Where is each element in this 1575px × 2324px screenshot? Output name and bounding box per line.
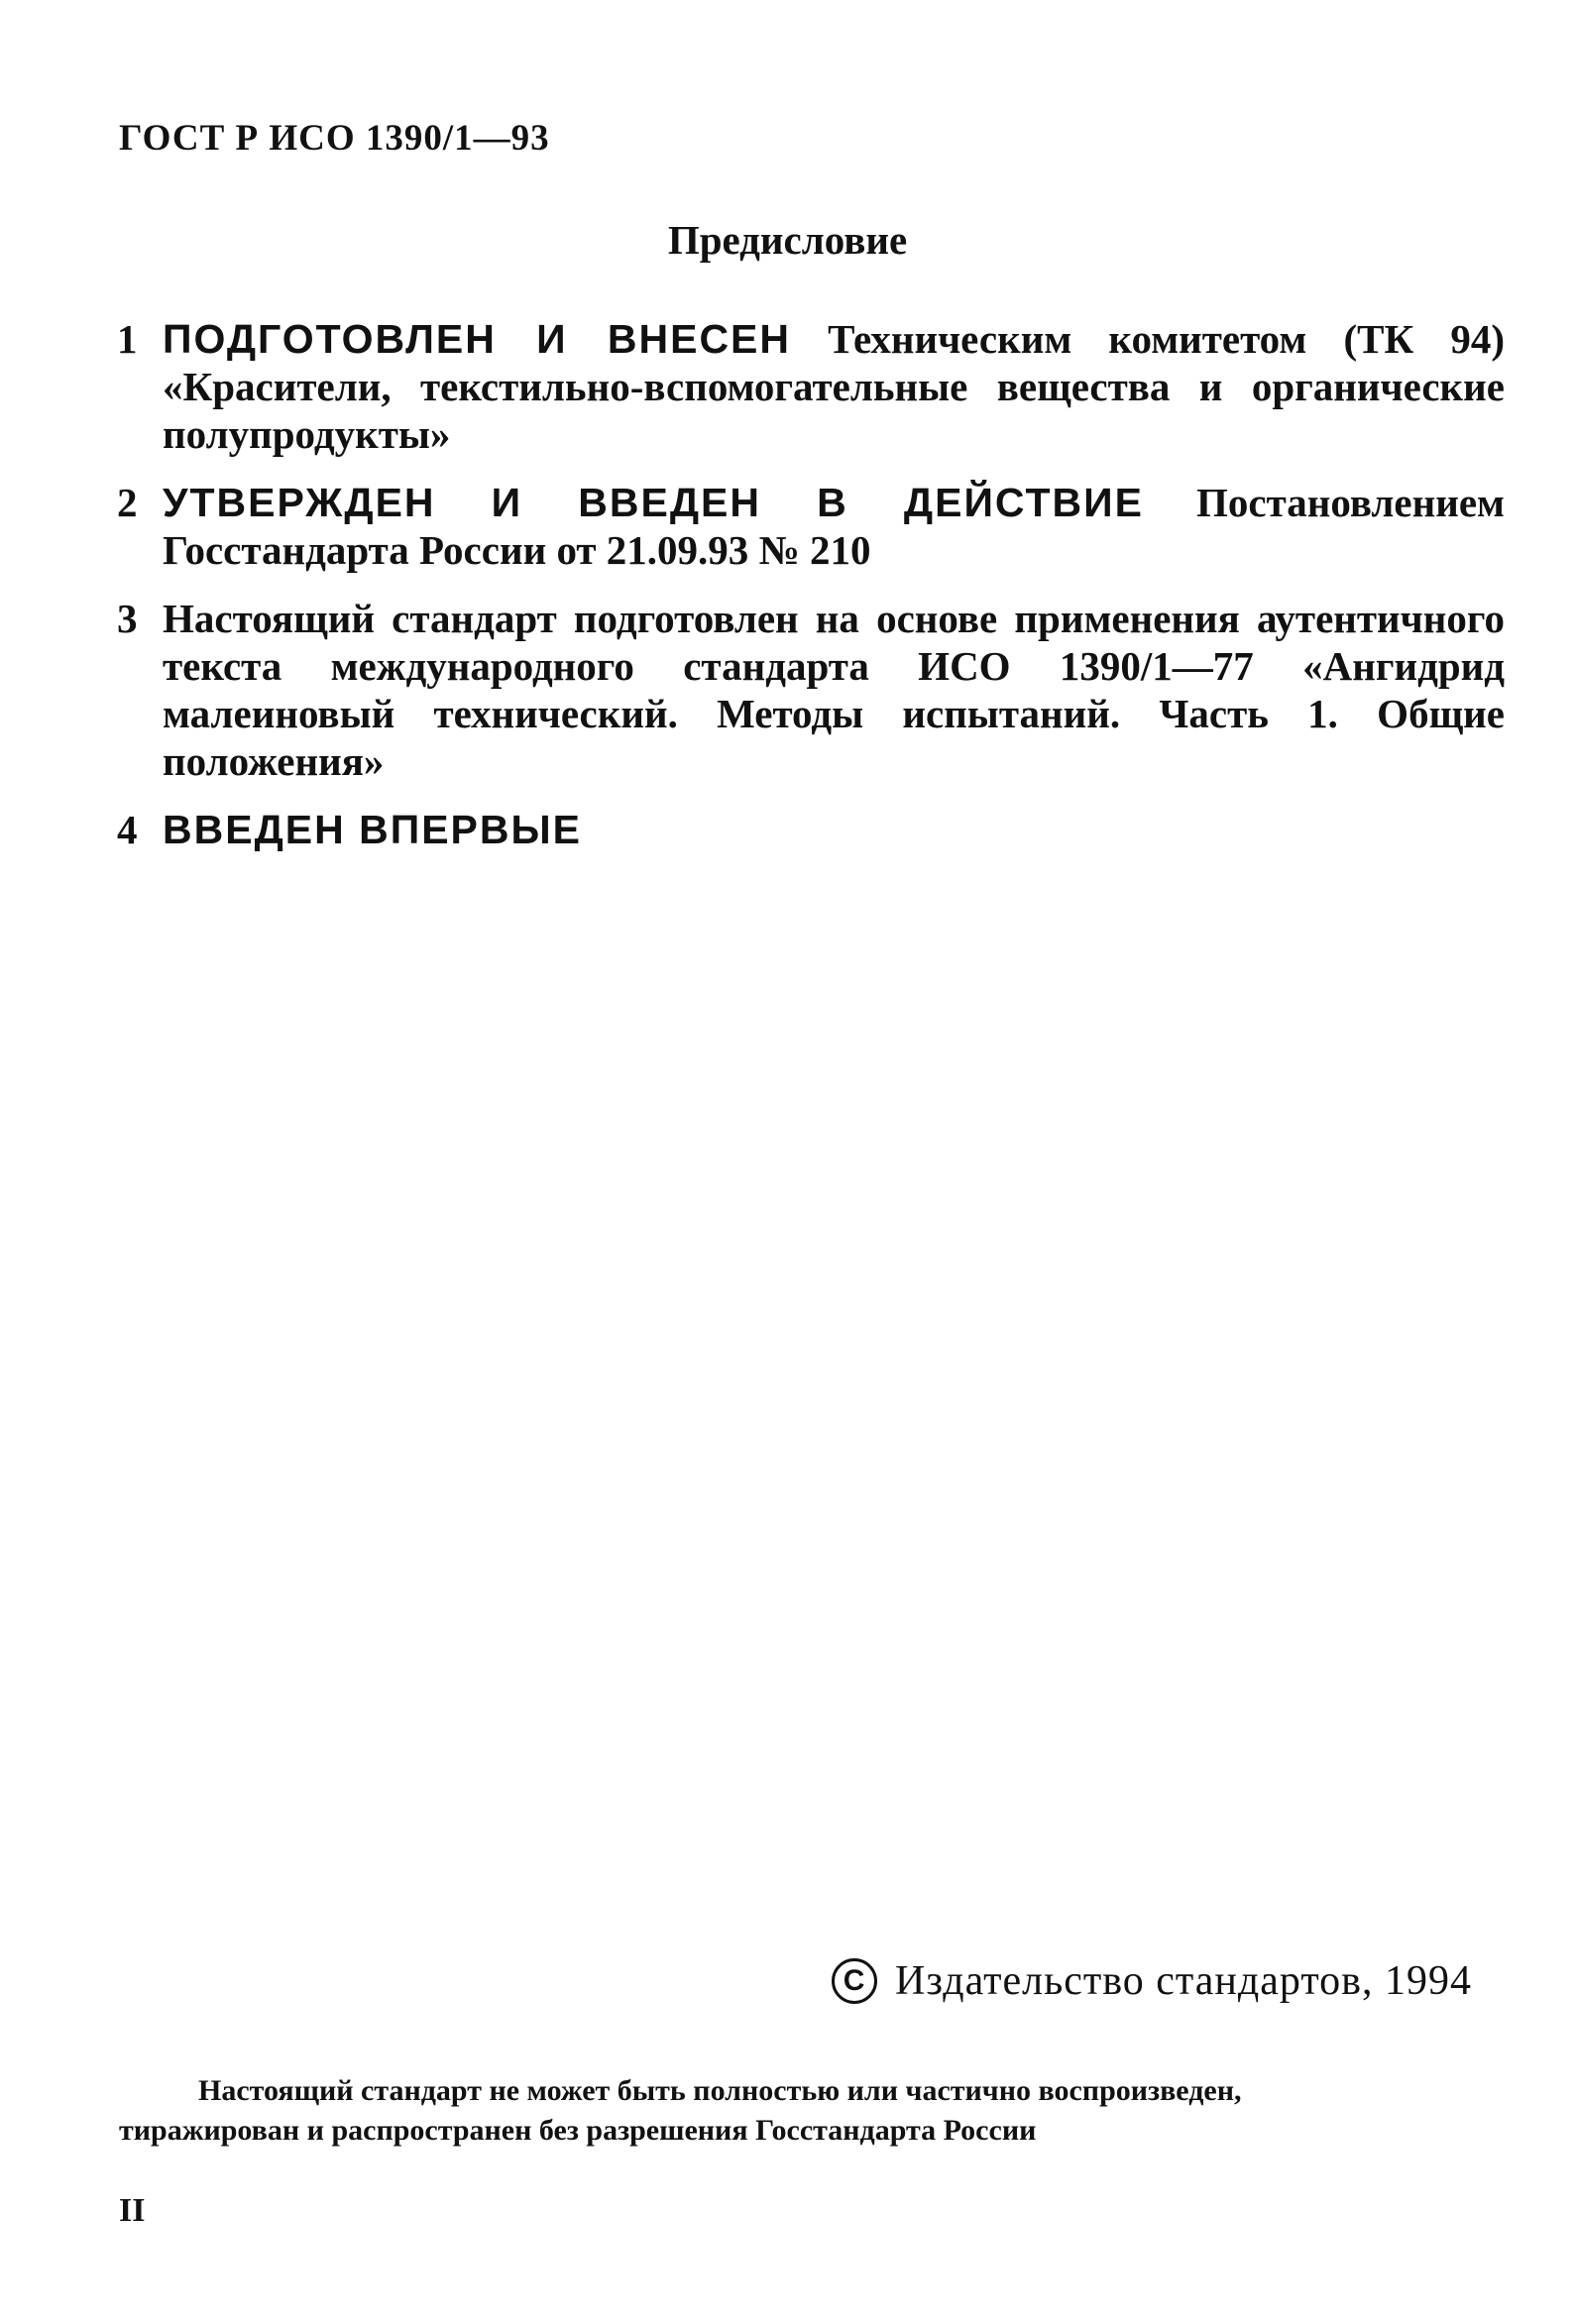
copyright-icon: C (832, 1958, 877, 2004)
item-body: Техническим комитетом (ТК 94) «Красители, текстильно-вспомогательные вещества и органические полупродукты» (163, 316, 1505, 457)
item-lead: УТВЕРЖДЕН И ВВЕДЕН В ДЕЙСТВИЕ (163, 480, 1144, 525)
reproduction-notice (119, 2071, 1507, 2151)
copyright-text: Издательство стандартов, 1994 (895, 1958, 1472, 2004)
notice-line-2: тиражирован и распространен без разрешения Госстандарта России (119, 2114, 1037, 2147)
preface-item-4 (117, 806, 1505, 853)
notice-line-1: Настоящий стандарт не может быть полностью или частично воспроизведен, (198, 2074, 1242, 2107)
item-text (163, 315, 1505, 458)
preface-item-2 (117, 479, 1505, 574)
item-body: Постановлением Госстандарта России от 21.09.93 № 210 (163, 480, 1505, 573)
item-text (163, 595, 1505, 785)
item-text (163, 479, 1505, 574)
item-text (163, 806, 1505, 853)
item-number: 1 (117, 316, 138, 362)
item-body: Настоящий стандарт подготовлен на основе применения аутентичного текста международного стандарта ИСО 1390/1—77 «Ангидрид малеиновый технический. Методы испытаний. Часть 1. Общие положения» (163, 596, 1505, 784)
section-title: Предисловие (667, 217, 908, 263)
item-lead: ВВЕДЕН ВПЕРВЫЕ (163, 807, 582, 852)
item-lead: ПОДГОТОВЛЕН И ВНЕСЕН (163, 316, 792, 362)
preface-item-1 (117, 315, 1505, 458)
page-number: II (119, 2192, 146, 2229)
item-number: 3 (117, 596, 138, 641)
item-number: 2 (117, 480, 138, 525)
preface-item-3 (117, 595, 1505, 785)
item-number: 4 (117, 807, 138, 852)
standard-code: ГОСТ Р ИСО 1390/1—93 (119, 118, 550, 159)
copyright-line (832, 1957, 1472, 2005)
preface-items (117, 315, 1505, 874)
